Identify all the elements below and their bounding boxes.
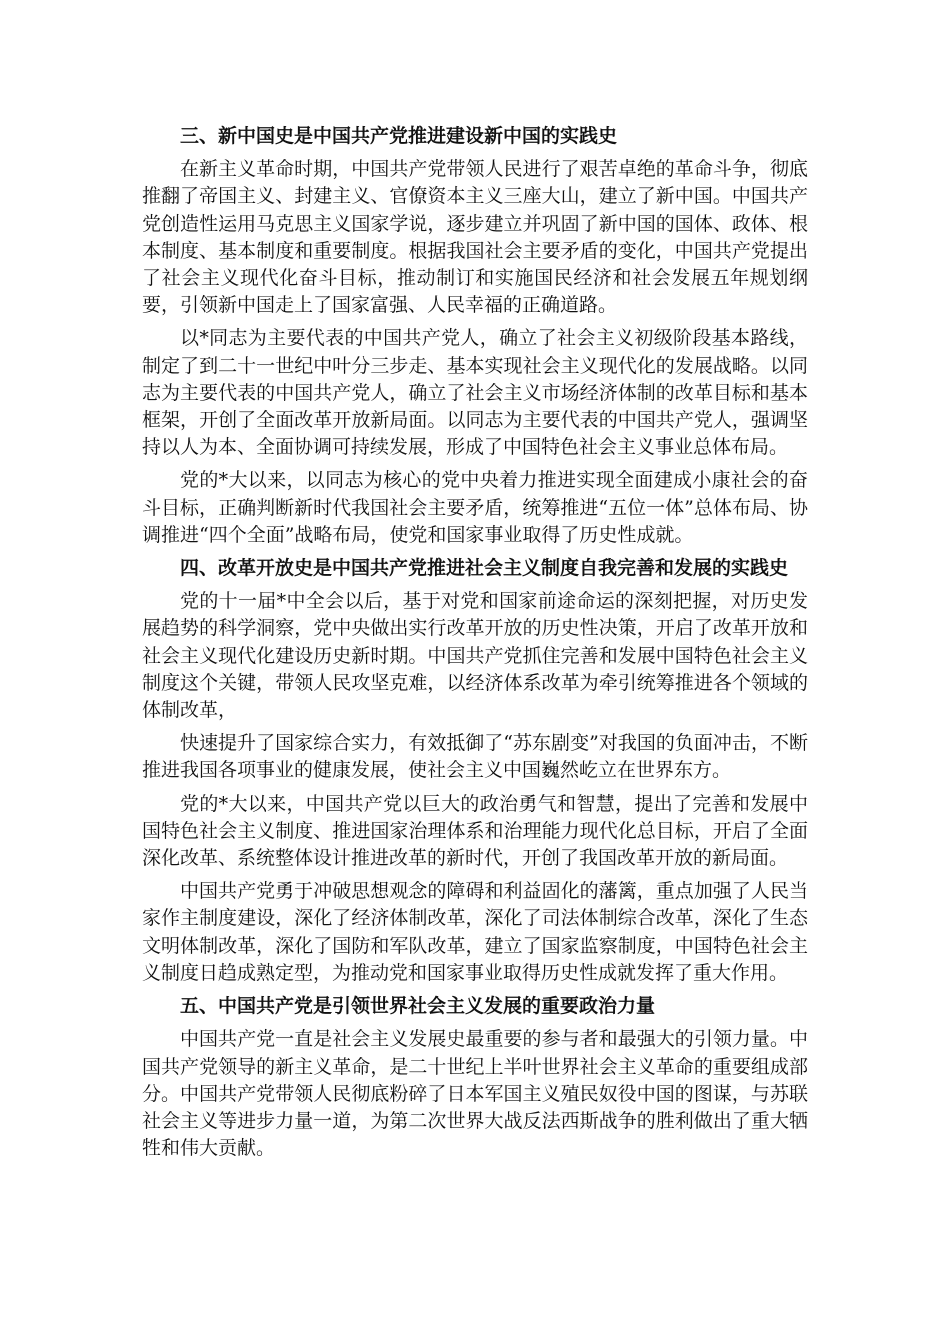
paragraph: 党的*大以来，以同志为核心的党中央着力推进实现全面建成小康社会的奋斗目标，正确判断新时代我国社会主要矛盾，统筹推进“五位一体”总体布局、协调推进“四个全面”战略布局，使党和国家事业取得了历史性成就。: [142, 469, 808, 546]
paragraph: 以*同志为主要代表的中国共产党人，确立了社会主义初级阶段基本路线，制定了到二十一世纪中叶分三步走、基本实现社会主义现代化的发展战略。以同志为主要代表的中国共产党人，确立了社会主义市场经济体制的改革目标和基本框架，开创了全面改革开放新局面。以同志为主要代表的中国共产党人，强调坚持以人为本、全面协调可持续发展，形成了中国特色社会主义事业总体布局。: [142, 327, 808, 459]
paragraph: 党的十一届*中全会以后，基于对党和国家前途命运的深刻把握，对历史发展趋势的科学洞察，党中央做出实行改革开放的历史性决策，开启了改革开放和社会主义现代化建设历史新时期。中国共产党抓住完善和发展中国特色社会主义制度这个关键，带领人民攻坚克难，以经济体系改革为牵引统筹推进各个领域的体制改革，: [142, 590, 808, 722]
section-heading-3: 三、新中国史是中国共产党推进建设新中国的实践史: [180, 125, 618, 147]
section-heading-4: 四、改革开放史是中国共产党推进社会主义制度自我完善和发展的实践史: [180, 557, 789, 580]
paragraph: 快速提升了国家综合实力，有效抵御了“苏东剧变”对我国的负面冲击，不断推进我国各项事业的健康发展，使社会主义中国巍然屹立在世界东方。: [142, 732, 808, 782]
paragraph: 党的*大以来，中国共产党以巨大的政治勇气和智慧，提出了完善和发展中国特色社会主义制度、推进国家治理体系和治理能力现代化总目标，开启了全面深化改革、系统整体设计推进改革的新时代，开创了我国改革开放的新局面。: [142, 792, 808, 870]
paragraph: 中国共产党一直是社会主义发展史最重要的参与者和最强大的引领力量。中国共产党领导的新主义革命，是二十世纪上半叶世界社会主义革命的重要组成部分。中国共产党带领人民彻底粉碎了日本军国主义殖民奴役中国的图谋，与苏联社会主义等进步力量一道，为第二次世界大战反法西斯战争的胜利做出了重大牺牲和伟大贡献。: [142, 1028, 808, 1160]
section-heading-5: 五、中国共产党是引领世界社会主义发展的重要政治力量: [180, 995, 656, 1018]
paragraph: 中国共产党勇于冲破思想观念的障碍和利益固化的藩篱，重点加强了人民当家作主制度建设，深化了经济体制改革，深化了司法体制综合改革，深化了生态文明体制改革，深化了国防和军队改革，建立了国家监察制度，中国特色社会主义制度日趋成熟定型，为推动党和国家事业取得历史性成就发挥了重大作用。: [142, 880, 808, 984]
paragraph: 在新主义革命时期，中国共产党带领人民进行了艰苦卓绝的革命斗争，彻底推翻了帝国主义、封建主义、官僚资本主义三座大山，建立了新中国。中国共产党创造性运用马克思主义国家学说，逐步建立并巩固了新中国的国体、政体、根本制度、基本制度和重要制度。根据我国社会主要矛盾的变化，中国共产党提出了社会主义现代化奋斗目标，推动制订和实施国民经济和社会发展五年规划纲要，引领新中国走上了国家富强、人民幸福的正确道路。: [142, 158, 808, 317]
